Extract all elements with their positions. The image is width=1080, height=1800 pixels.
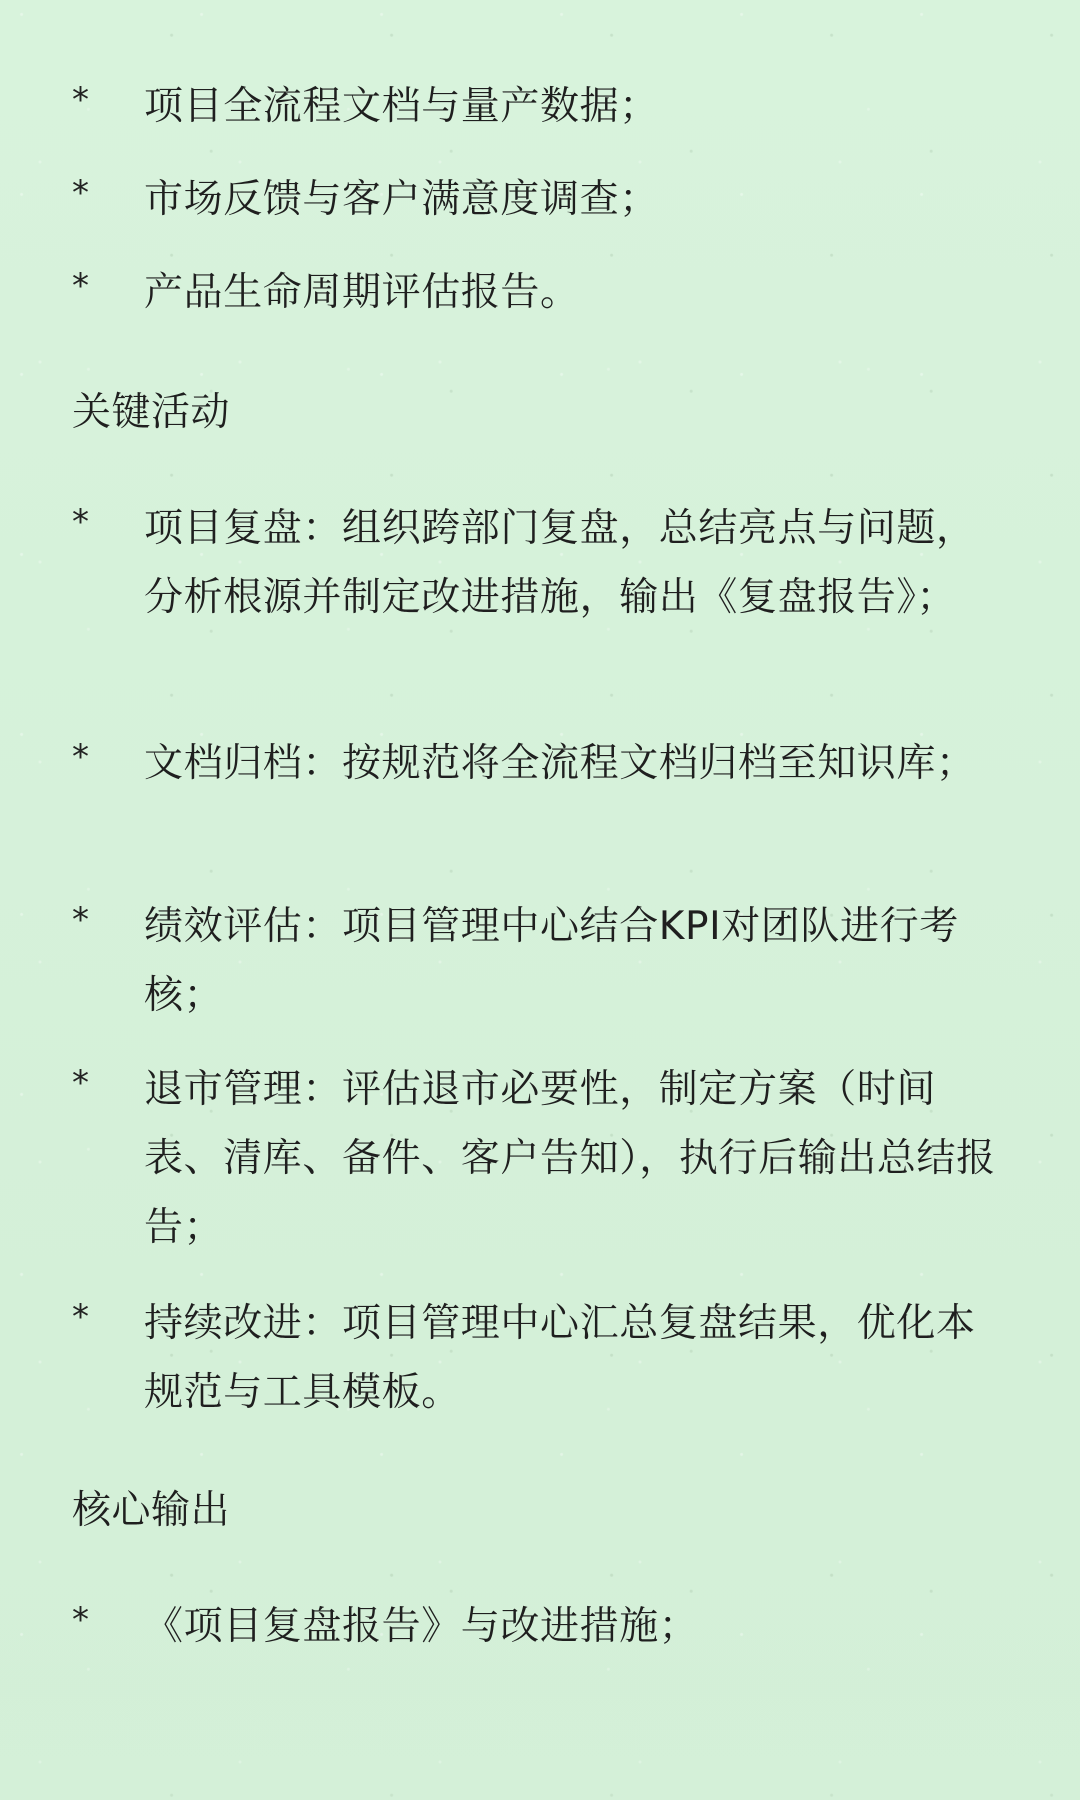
list-item — [72, 165, 1008, 234]
section-heading: 核心输出 — [72, 1488, 231, 1533]
bullet-icon: * — [72, 266, 89, 306]
list-item — [72, 1592, 1008, 1661]
list-item-text: 产品生命周期评估报告。 — [144, 270, 580, 315]
list-item — [72, 72, 1008, 141]
list-item-text: 《项目复盘报告》与改进措施； — [144, 1604, 699, 1649]
list-item — [72, 892, 1008, 1030]
list-item-text: 退市管理：评估退市必要性，制定方案（时间表、清库、备件、客户告知），执行后输出总结报告； — [144, 1067, 996, 1251]
list-item-text: 项目复盘：组织跨部门复盘，总结亮点与问题，分析根源并制定改进措施，输出《复盘报告》； — [144, 506, 976, 621]
bullet-icon: * — [72, 1600, 89, 1640]
list-item — [72, 258, 1008, 327]
bullet-icon: * — [72, 737, 89, 777]
list-item — [72, 729, 1008, 798]
bullet-icon: * — [72, 502, 89, 542]
list-item-text: 项目全流程文档与量产数据； — [144, 84, 659, 129]
bullet-icon: * — [72, 1063, 89, 1103]
bullet-icon: * — [72, 80, 89, 120]
list-item-text: 市场反馈与客户满意度调查； — [144, 177, 659, 222]
list-item — [72, 1289, 1008, 1427]
bullet-icon: * — [72, 900, 89, 940]
list-item-text: 文档归档：按规范将全流程文档归档至知识库； — [144, 741, 976, 786]
list-item-text: 绩效评估：项目管理中心结合KPI对团队进行考核； — [144, 904, 959, 1019]
bullet-icon: * — [72, 173, 89, 213]
list-item-text: 持续改进：项目管理中心汇总复盘结果，优化本规范与工具模板。 — [144, 1301, 976, 1416]
section-heading: 关键活动 — [72, 390, 231, 435]
bottom-fade — [0, 1680, 1080, 1800]
list-item — [72, 1055, 1008, 1262]
list-item — [72, 494, 1008, 632]
bullet-icon: * — [72, 1297, 89, 1337]
